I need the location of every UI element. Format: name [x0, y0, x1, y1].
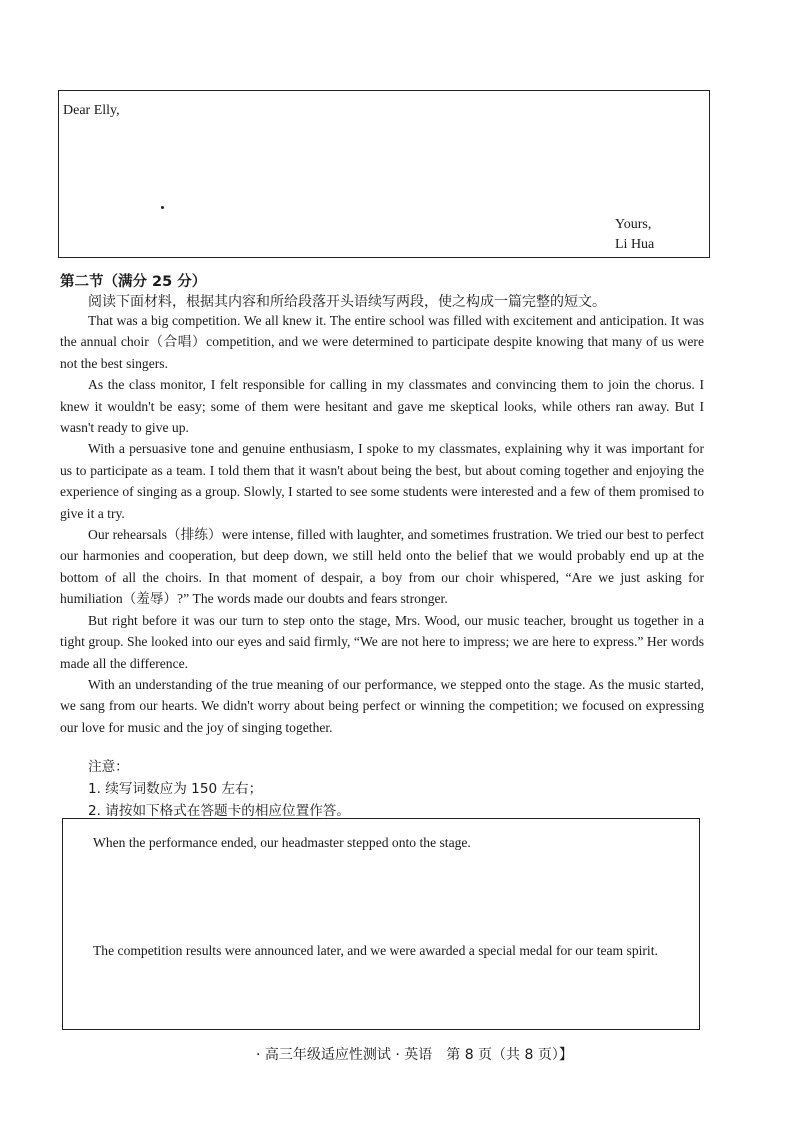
continuation-answer-box — [62, 818, 700, 1030]
closing-yours: Yours, — [615, 217, 652, 232]
letter-writing-box — [58, 90, 710, 258]
letter-closing — [615, 215, 654, 255]
paragraph-opening-1: When the performance ended, our headmaster stepped onto the stage. — [93, 835, 471, 850]
story-paragraph: As the class monitor, I felt responsible for calling in my classmates and convincing them to join the chorus. I knew it wouldn't be easy; some of them were hesitant and gave me skeptical looks, while others ran away. But I wasn't ready to give up. — [60, 377, 704, 436]
note-item: 1. 续写词数应为 150 左右； — [88, 781, 263, 797]
section-title: 第二节（满分 25 分） — [60, 274, 207, 290]
letter-salutation: Dear Elly, — [63, 103, 120, 118]
closing-name: Li Hua — [615, 237, 655, 252]
story-paragraph: With an understanding of the true meaning of our performance, we stepped onto the stage. As the music started, we sang from our hearts. We didn't worry about being perfect or winning the competition; we focused on expressing our love for music and the joy of singing together. — [60, 676, 704, 735]
section-instruction: 阅读下面材料，根据其内容和所给段落开头语续写两段，使之构成一篇完整的短文。 — [88, 294, 606, 310]
note-item: 2. 请按如下格式在答题卡的相应位置作答。 — [88, 803, 350, 819]
ink-dot — [161, 206, 164, 209]
page-footer: · 高三年级适应性测试 · 英语 第 8 页（共 8 页）】 — [256, 1047, 573, 1063]
story-paragraph: But right before it was our turn to step onto the stage, Mrs. Wood, our music teacher, brought us together in a tight group. She looked into our eyes and said firmly, “We are not here to impress; we are here to express.” Her words made all the difference. — [60, 612, 704, 671]
notes — [88, 756, 350, 822]
paragraph-opening-2: The competition results were announced later, and we were awarded a special medal for our team spirit. — [93, 943, 658, 958]
story-text — [60, 310, 704, 738]
notes-heading: 注意： — [88, 759, 129, 775]
story-paragraph: With a persuasive tone and genuine enthusiasm, I spoke to my classmates, explaining why it was important for us to participate as a team. I told them that it wasn't about being the best, but about coming together and enjoying the experience of singing as a group. Slowly, I started to see some students were interested and a few of them promised to give it a try. — [60, 441, 704, 521]
story-paragraph: Our rehearsals（排练）were intense, filled with laughter, and sometimes frustration. We tried our best to perfect our harmonies and cooperation, but deep down, we still held onto the belief that we would probably end up at the bottom of all the choirs. In that moment of despair, a boy from our choir whispered, “Are we just asking for humiliation（羞辱）?” The words made our doubts and fears stronger. — [60, 527, 704, 607]
story-paragraph: That was a big competition. We all knew it. The entire school was filled with excitement and anticipation. It was the annual choir（合唱）competition, and we were determined to participate despite knowing that many of us were not the best singers. — [60, 313, 704, 371]
